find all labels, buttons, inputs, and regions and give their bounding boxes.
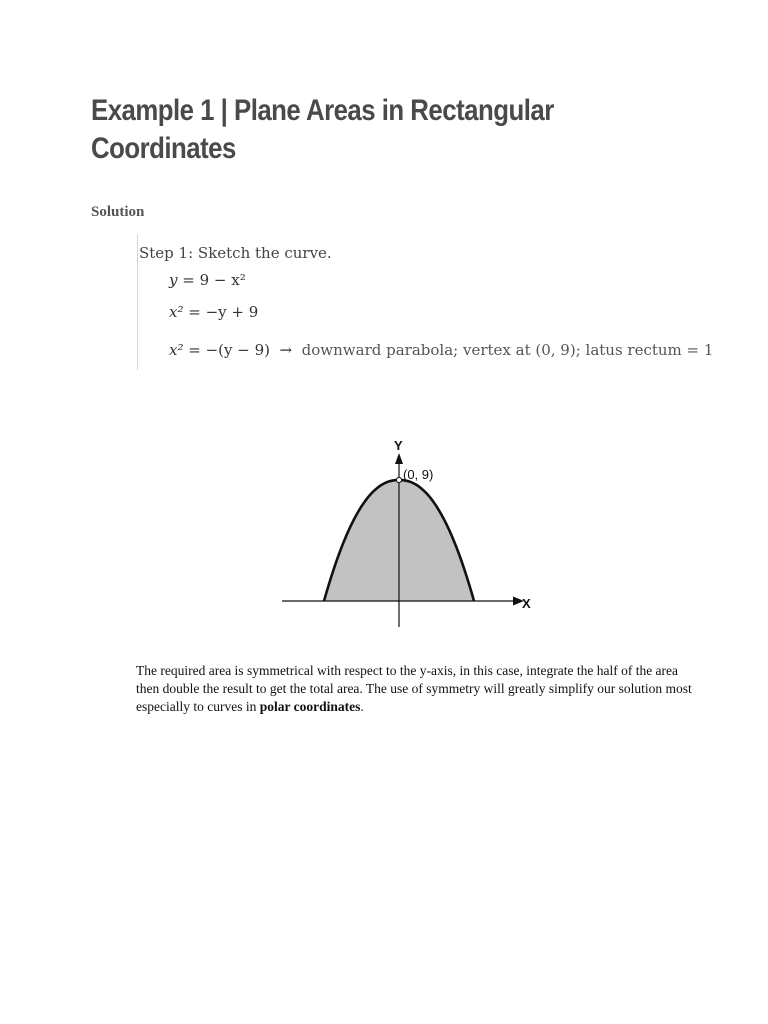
equation-3 (169, 341, 713, 359)
step-block (137, 234, 728, 370)
step-heading: Step 1: Sketch the curve. (139, 244, 332, 262)
equation-3-rhs: = −(y − 9) (188, 341, 270, 359)
vertex-point (396, 477, 401, 482)
equation-3-note: downward parabola; vertex at (0, 9); latus rectum = 1 (301, 341, 714, 359)
vertex-label: (0, 9) (403, 467, 434, 482)
solution-heading: Solution (91, 204, 145, 220)
x-axis-label: X (522, 596, 531, 611)
explanation-paragraph (136, 662, 696, 716)
paragraph-end: . (360, 699, 364, 714)
equation-2 (169, 303, 258, 321)
y-axis-arrow-icon (395, 453, 403, 464)
equation-1-rhs: = 9 − x² (182, 271, 246, 289)
parabola-figure (270, 425, 550, 635)
polar-coordinates-emphasis: polar coordinates (259, 699, 361, 714)
page-title: Example 1 | Plane Areas in Rectangular Coordinates (91, 94, 554, 165)
y-axis-label: Y (394, 438, 403, 453)
equation-2-rhs: = −y + 9 (188, 303, 259, 321)
equation-3-lhs: x² (169, 341, 184, 359)
equation-1-lhs: y (169, 271, 178, 289)
equation-1 (169, 271, 246, 289)
arrow-icon: → (279, 341, 293, 359)
equation-2-lhs: x² (169, 303, 184, 321)
paragraph-text: The required area is symmetrical with respect to the y-axis, in this case, integrate the half of the area then double the result to get the total area. The use of symmetry will greatly simplify our solution most especially to curves in (136, 663, 692, 714)
